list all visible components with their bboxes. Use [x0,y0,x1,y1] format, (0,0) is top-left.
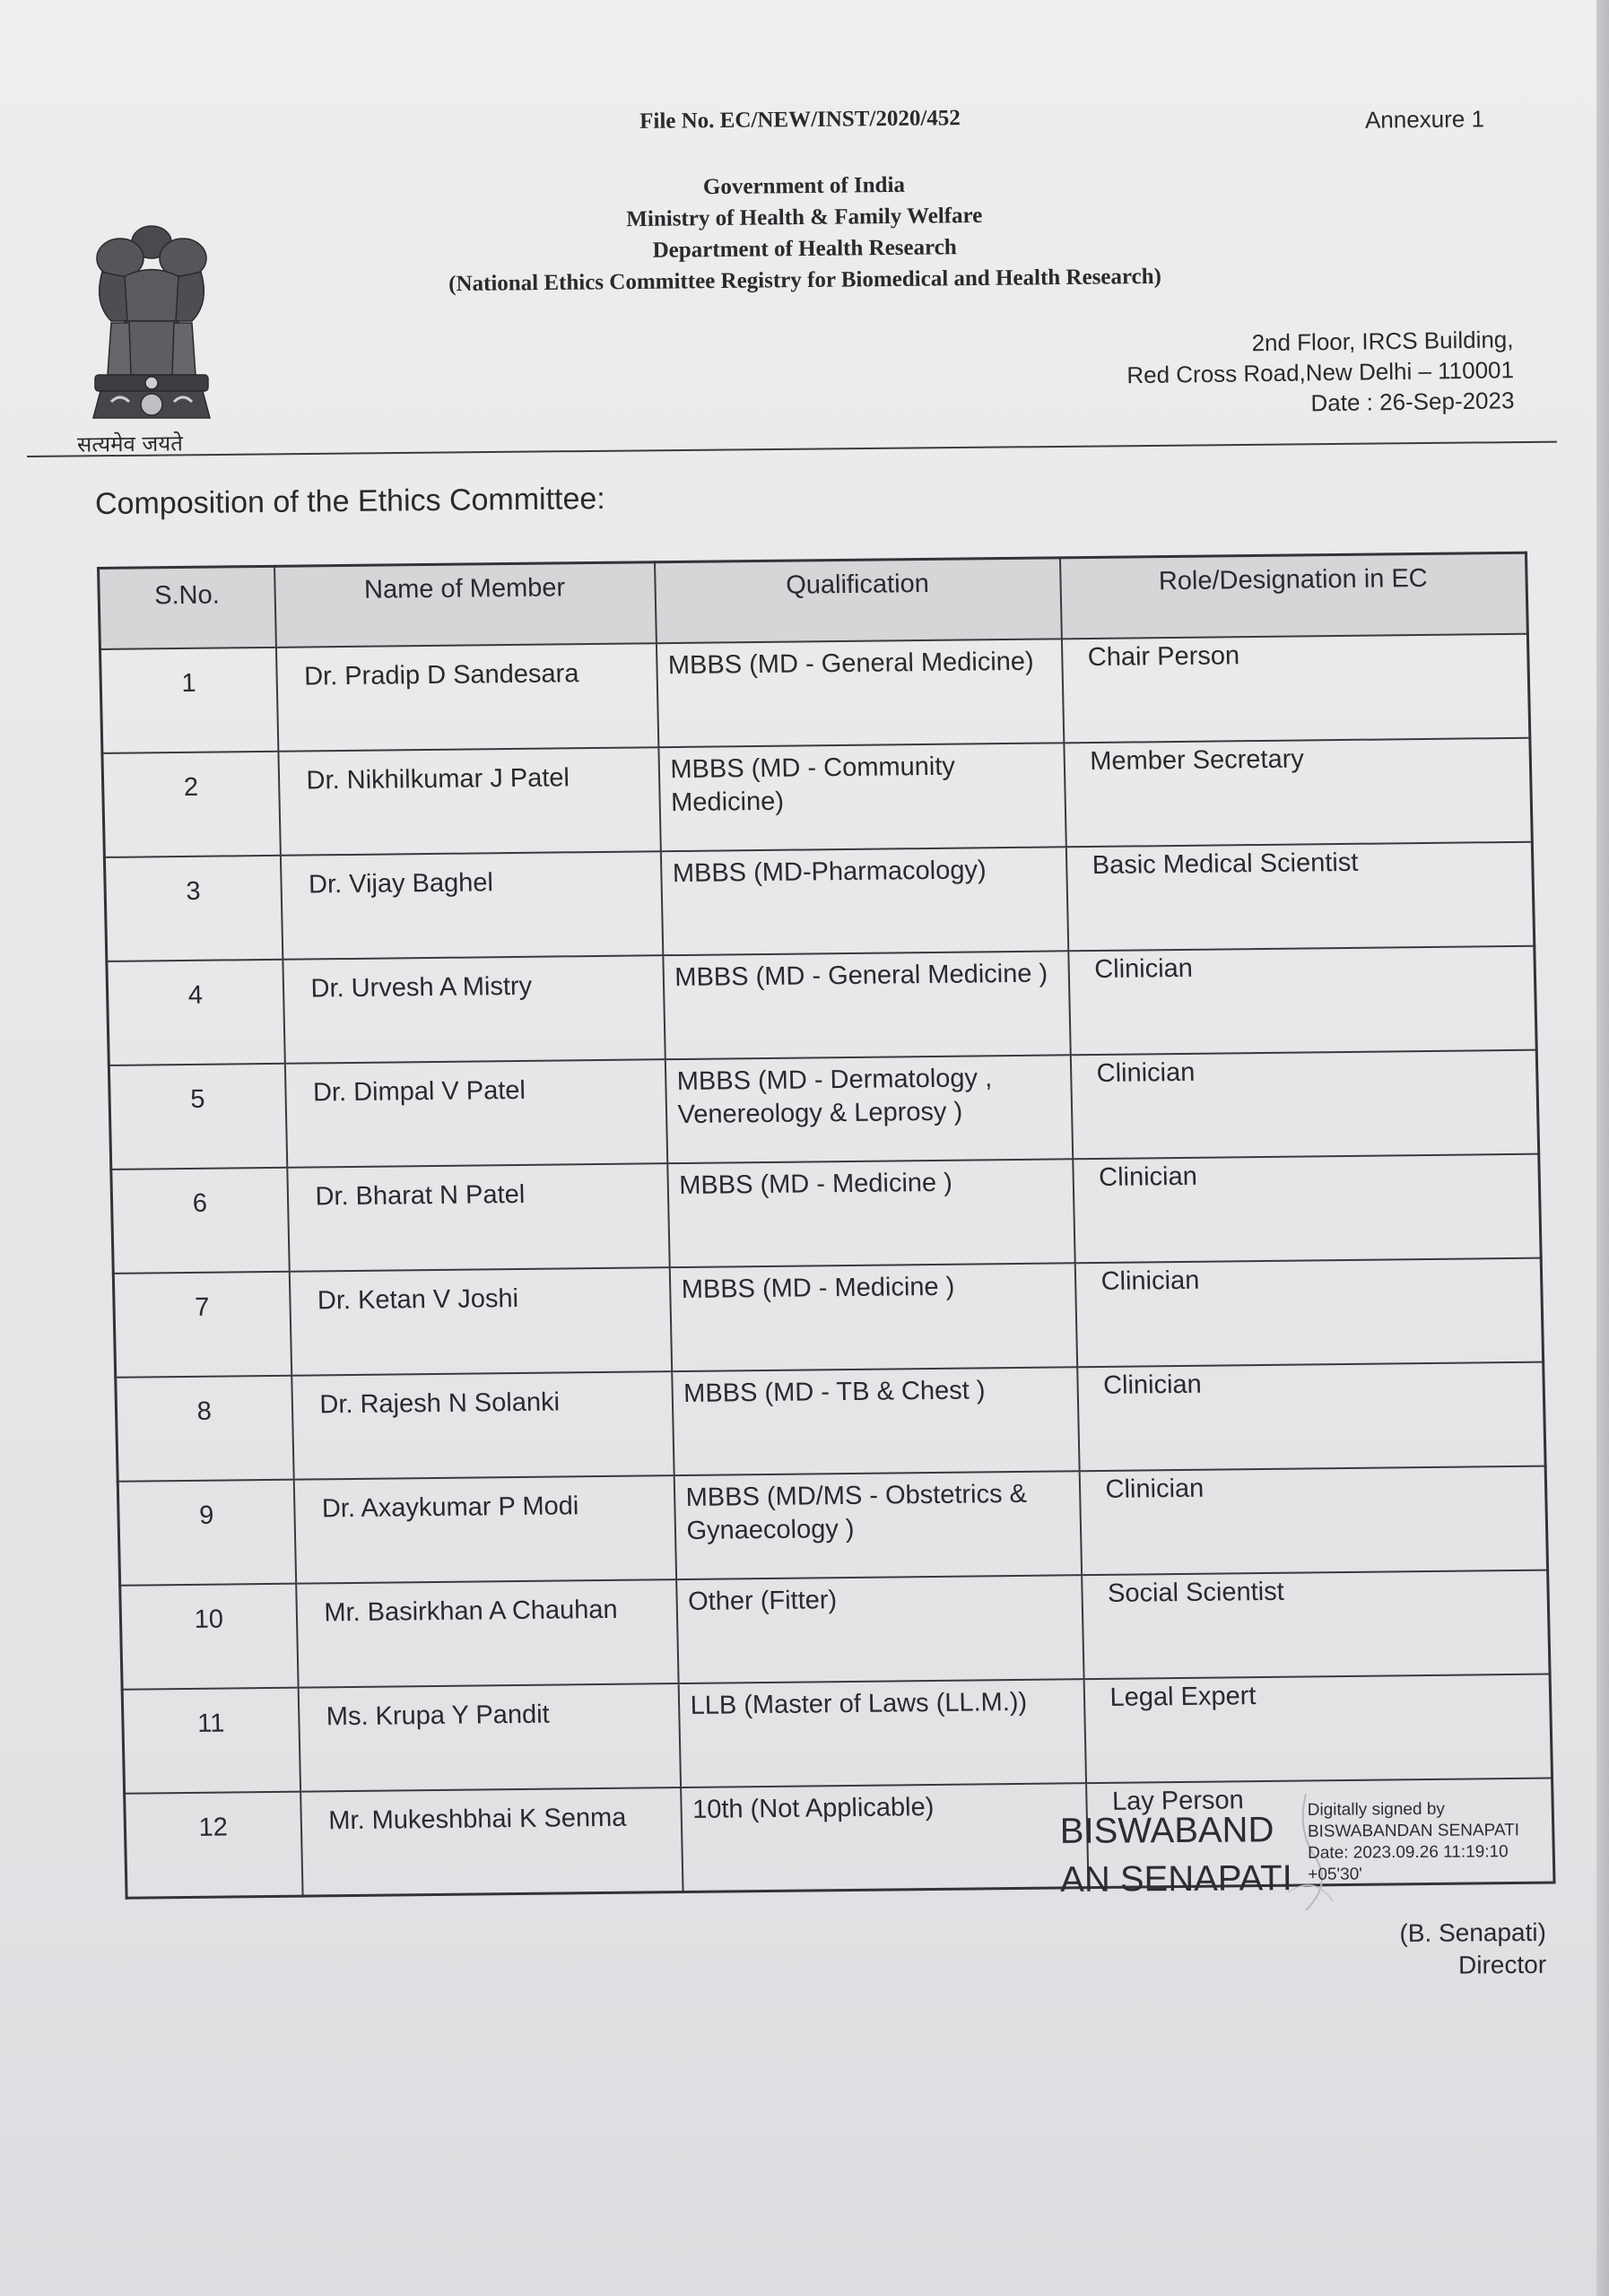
cell-sno: 10 [120,1584,298,1690]
cell-sno: 2 [102,752,280,857]
cell-sno: 7 [113,1272,291,1378]
issuing-authority [0,162,1609,305]
national-emblem-icon [75,222,228,447]
cell-role: Lay Person [1086,1779,1554,1888]
cell-member-name: Ms. Krupa Y Pandit [298,1683,680,1792]
cell-member-name: Dr. Nikhilkumar J Patel [278,747,660,856]
signature-detail-line-3: Date: 2023.09.26 11:19:10 [1308,1842,1509,1863]
header-divider [27,441,1557,457]
org-line-government: Government of India [702,172,906,200]
cell-member-name: Dr. Pradip D Sandesara [275,643,657,752]
cell-member-name: Dr. Rajesh N Solanki [291,1371,674,1480]
cell-member-name: Dr. Urvesh A Mistry [283,955,665,1064]
cell-qualification: MBBS (MD - TB & Chest ) [672,1367,1079,1475]
signature-detail-line-2: BISWABANDAN SENAPATI [1307,1821,1520,1841]
cell-sno: 11 [122,1688,300,1794]
cell-role: Clinician [1074,1258,1543,1368]
org-line-department: Department of Health Research [652,235,957,263]
table-header-row [99,552,1528,649]
cell-role: Clinician [1077,1362,1545,1472]
cell-role: Clinician [1070,1050,1538,1160]
org-line-ministry: Ministry of Health & Family Welfare [626,203,983,232]
table-row [111,1154,1541,1274]
committee-table [97,552,1556,1900]
signature-name-line-2: AN SENAPATI [1060,1858,1292,1900]
cell-role: Member Secretary [1064,738,1532,848]
header-qualification: Qualification [654,558,1061,643]
cell-qualification: MBBS (MD - Medicine ) [669,1263,1076,1371]
signatory-designation: Director [1457,1950,1547,1979]
cell-member-name: Dr. Dimpal V Patel [284,1059,666,1168]
cell-qualification: 10th (Not Applicable) [681,1783,1088,1892]
cell-member-name: Mr. Mukeshbhai K Senma [300,1787,683,1896]
cell-member-name: Dr. Vijay Baghel [280,851,662,960]
cell-member-name: Dr. Axaykumar P Modi [293,1475,675,1584]
table-row [113,1258,1543,1378]
header-role: Role/Designation in EC [1059,552,1527,639]
emblem-motto: सत्यमेव जयते [76,430,183,457]
cell-role: Clinician [1079,1466,1547,1576]
office-address [896,324,1514,424]
cell-sno: 12 [125,1792,302,1899]
cell-role: Legal Expert [1083,1674,1552,1784]
table-row [122,1674,1552,1794]
signature-detail-line-4: +05'30' [1308,1865,1362,1884]
committee-table-container [97,552,1556,1900]
org-line-registry: (National Ethics Committee Registry for Biomedical and Health Research) [448,264,1162,297]
cell-sno: 1 [100,648,277,753]
cell-qualification: MBBS (MD - Community Medicine) [658,743,1065,851]
table-row [100,634,1529,753]
cell-sno: 5 [109,1064,286,1170]
table-row [104,842,1534,961]
table-body [100,634,1554,1898]
cell-qualification: MBBS (MD - Medicine ) [667,1159,1074,1267]
cell-member-name: Dr. Bharat N Patel [287,1163,669,1272]
document-date: Date : 26-Sep-2023 [1310,387,1515,417]
signature-detail-line-1: Digitally signed by [1307,1799,1445,1820]
annexure-label: Annexure 1 [1364,105,1485,134]
cell-qualification: MBBS (MD - General Medicine ) [663,951,1070,1059]
signatory-block [1238,1917,1546,1983]
table-row [120,1570,1550,1690]
cell-sno: 4 [107,960,284,1065]
cell-role: Social Scientist [1082,1570,1550,1680]
cell-role: Clinician [1068,946,1536,1056]
digital-signature-details [1308,1798,1520,1886]
cell-sno: 6 [111,1168,289,1274]
table-row [116,1362,1545,1482]
cell-role: Basic Medical Scientist [1065,842,1534,952]
table-row [102,738,1532,857]
cell-sno: 8 [116,1376,293,1482]
address-line-building: 2nd Floor, IRCS Building, [1251,326,1514,357]
signatory-name: (B. Senapati) [1399,1918,1546,1947]
cell-sno: 9 [117,1480,295,1586]
file-number: File No. EC/NEW/INST/2020/452 [639,106,961,134]
cell-qualification: LLB (Master of Laws (LL.M.)) [678,1679,1085,1787]
header-name: Name of Member [274,562,657,648]
table-row [117,1466,1547,1586]
cell-qualification: MBBS (MD - Dermatology , Venereology & Leprosy ) [665,1055,1072,1163]
cell-member-name: Dr. Ketan V Joshi [289,1267,671,1376]
table-row [107,946,1536,1065]
cell-role: Clinician [1073,1154,1541,1264]
cell-qualification: MBBS (MD - General Medicine) [656,639,1063,747]
cell-qualification: MBBS (MD-Pharmacology) [660,847,1067,955]
cell-role: Chair Person [1061,634,1529,744]
cell-qualification: Other (Fitter) [676,1575,1083,1683]
cell-qualification: MBBS (MD/MS - Obstetrics & Gynaecology ) [674,1471,1081,1579]
address-line-city: Red Cross Road,New Delhi – 110001 [1126,356,1515,389]
header-sno: S.No. [99,566,276,649]
section-title: Composition of the Ethics Committee: [94,482,605,521]
cell-member-name: Mr. Basirkhan A Chauhan [296,1579,678,1688]
signature-name-line-1: BISWABAND [1059,1810,1274,1851]
table-row [109,1050,1538,1170]
cell-sno: 3 [104,856,282,961]
page-edge-shadow [1596,0,1609,2296]
signature-name [1060,1805,1292,1904]
